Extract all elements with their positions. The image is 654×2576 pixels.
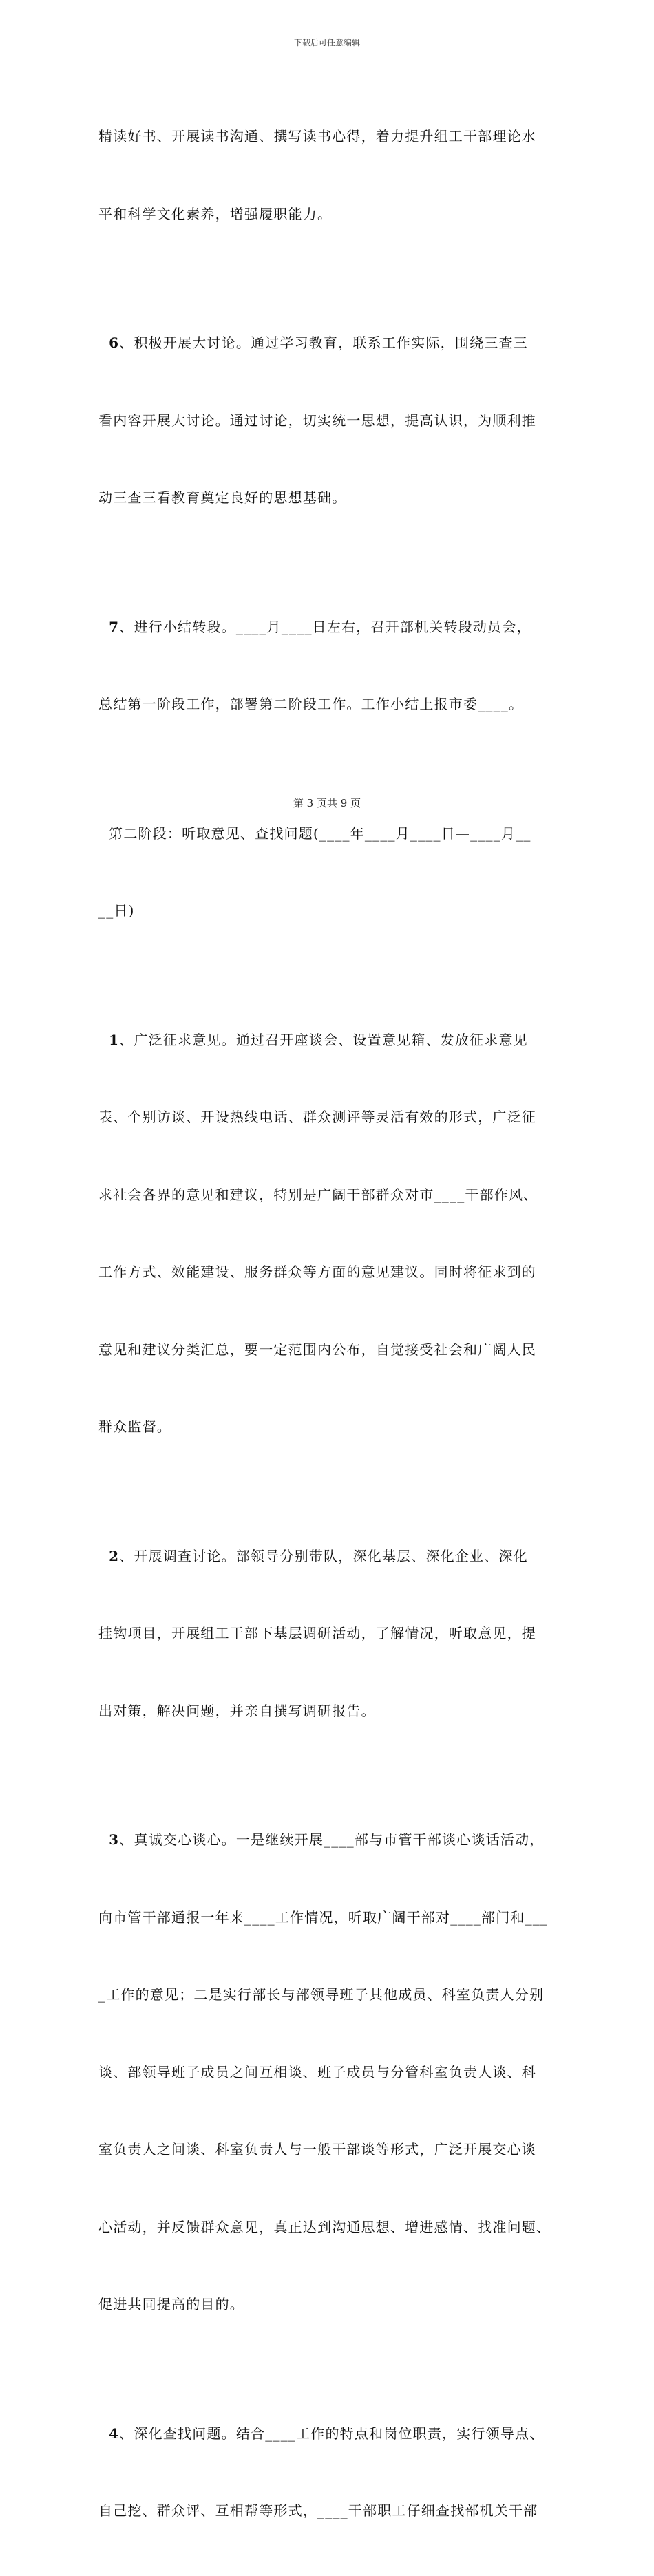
- text-line: 工作方式、效能建设、服务群众等方面的意见建议。同时将征求到的: [98, 1264, 536, 1280]
- paragraph-continuation: [98, 72, 567, 279]
- text-line: 求社会各界的意见和建议，特别是广阔干部群众对市____干部作风、: [98, 1186, 538, 1203]
- text-line: 群众监督。: [98, 1418, 171, 1435]
- text-segment: 、开展调查讨论。部领导分别带队，深化基层、深化企业、深化: [119, 1547, 528, 1564]
- item-number: 2: [109, 1547, 120, 1564]
- paragraph-item-3: [98, 1776, 567, 2370]
- text-line: _工作的意见；二是实行部长与部领导班子其他成员、科室负责人分别: [98, 1986, 545, 2003]
- text-line: 精读好书、开展读书沟通、撰写读书心得，着力提升组工干部理论水: [98, 128, 536, 145]
- paragraph-item-4: [98, 2370, 567, 2576]
- text-line: __日): [98, 902, 135, 919]
- text-line: 向市管干部通报一年来____工作情况，听取广阔干部对____部门和___: [98, 1908, 549, 1926]
- page-header: 下载后可任意编辑: [293, 38, 360, 47]
- text-line: [98, 1827, 567, 1853]
- text-line: [98, 615, 567, 641]
- text-line: 挂钩项目，开展组工干部下基层调研活动，了解情况，听取意见，提: [98, 1625, 536, 1641]
- text-line: 心活动，并反馈群众意见，真正达到沟通思想、增进感情、找准问题、: [98, 2218, 551, 2235]
- paragraph-item-2: [98, 1492, 567, 1776]
- paragraph-item-6: [98, 279, 567, 563]
- text-line: 看内容开展大讨论。通过讨论，切实统一思想，提高认识，为顺利推: [98, 412, 536, 429]
- text-line: 出对策，解决问题，并亲自撰写调研报告。: [98, 1702, 376, 1719]
- text-segment: 、积极开展大讨论。通过学习教育，联系工作实际，围绕三查三: [119, 334, 528, 351]
- item-number: 6: [109, 334, 120, 351]
- paragraph-item-7: [98, 563, 567, 769]
- text-segment: 、广泛征求意见。通过召开座谈会、设置意见箱、发放征求意见: [119, 1031, 528, 1048]
- text-line: [98, 2421, 567, 2447]
- text-line: [98, 330, 567, 356]
- paragraph-item-1: [98, 976, 567, 1492]
- text-line: 第二阶段：听取意见、查找问题(____年____月____日—____月__: [98, 824, 531, 842]
- text-line: 促进共同提高的目的。: [98, 2296, 244, 2312]
- item-number: 7: [109, 618, 120, 635]
- document-body: [98, 72, 567, 2576]
- text-segment: 、真诚交心谈心。一是继续开展____部与市管干部谈心谈话活动，: [119, 1831, 545, 1848]
- text-segment: 、进行小结转段。____月____日左右，召开部机关转段动员会，: [119, 618, 531, 635]
- text-line: 自己挖、群众评、互相帮等形式，____干部职工仔细查找部机关干部: [98, 2502, 538, 2519]
- text-line: [98, 1544, 567, 1570]
- page-footer: 第 3 页共 9 页: [293, 797, 361, 809]
- text-line: 室负责人之间谈、科室负责人与一般干部谈等形式，广泛开展交心谈: [98, 2141, 536, 2158]
- text-line: [98, 1028, 567, 1054]
- text-line: 意见和建议分类汇总，要一定范围内公布，自觉接受社会和广阔人民: [98, 1341, 536, 1358]
- item-number: 3: [109, 1831, 120, 1848]
- item-number: 4: [109, 2425, 120, 2442]
- text-line: 谈、部领导班子成员之间互相谈、班子成员与分管科室负责人谈、科: [98, 2063, 536, 2080]
- text-segment: 、深化查找问题。结合____工作的特点和岗位职责，实行领导点、: [119, 2425, 545, 2442]
- text-line: 动三查三看教育奠定良好的思想基础。: [98, 489, 347, 506]
- text-line: 平和科学文化素养，增强履职能力。: [98, 205, 333, 222]
- text-line: 表、个别访谈、开设热线电话、群众测评等灵活有效的形式，广泛征: [98, 1109, 536, 1125]
- item-number: 1: [109, 1031, 120, 1048]
- text-line: 总结第一阶段工作，部署第二阶段工作。工作小结上报市委____。: [98, 696, 524, 712]
